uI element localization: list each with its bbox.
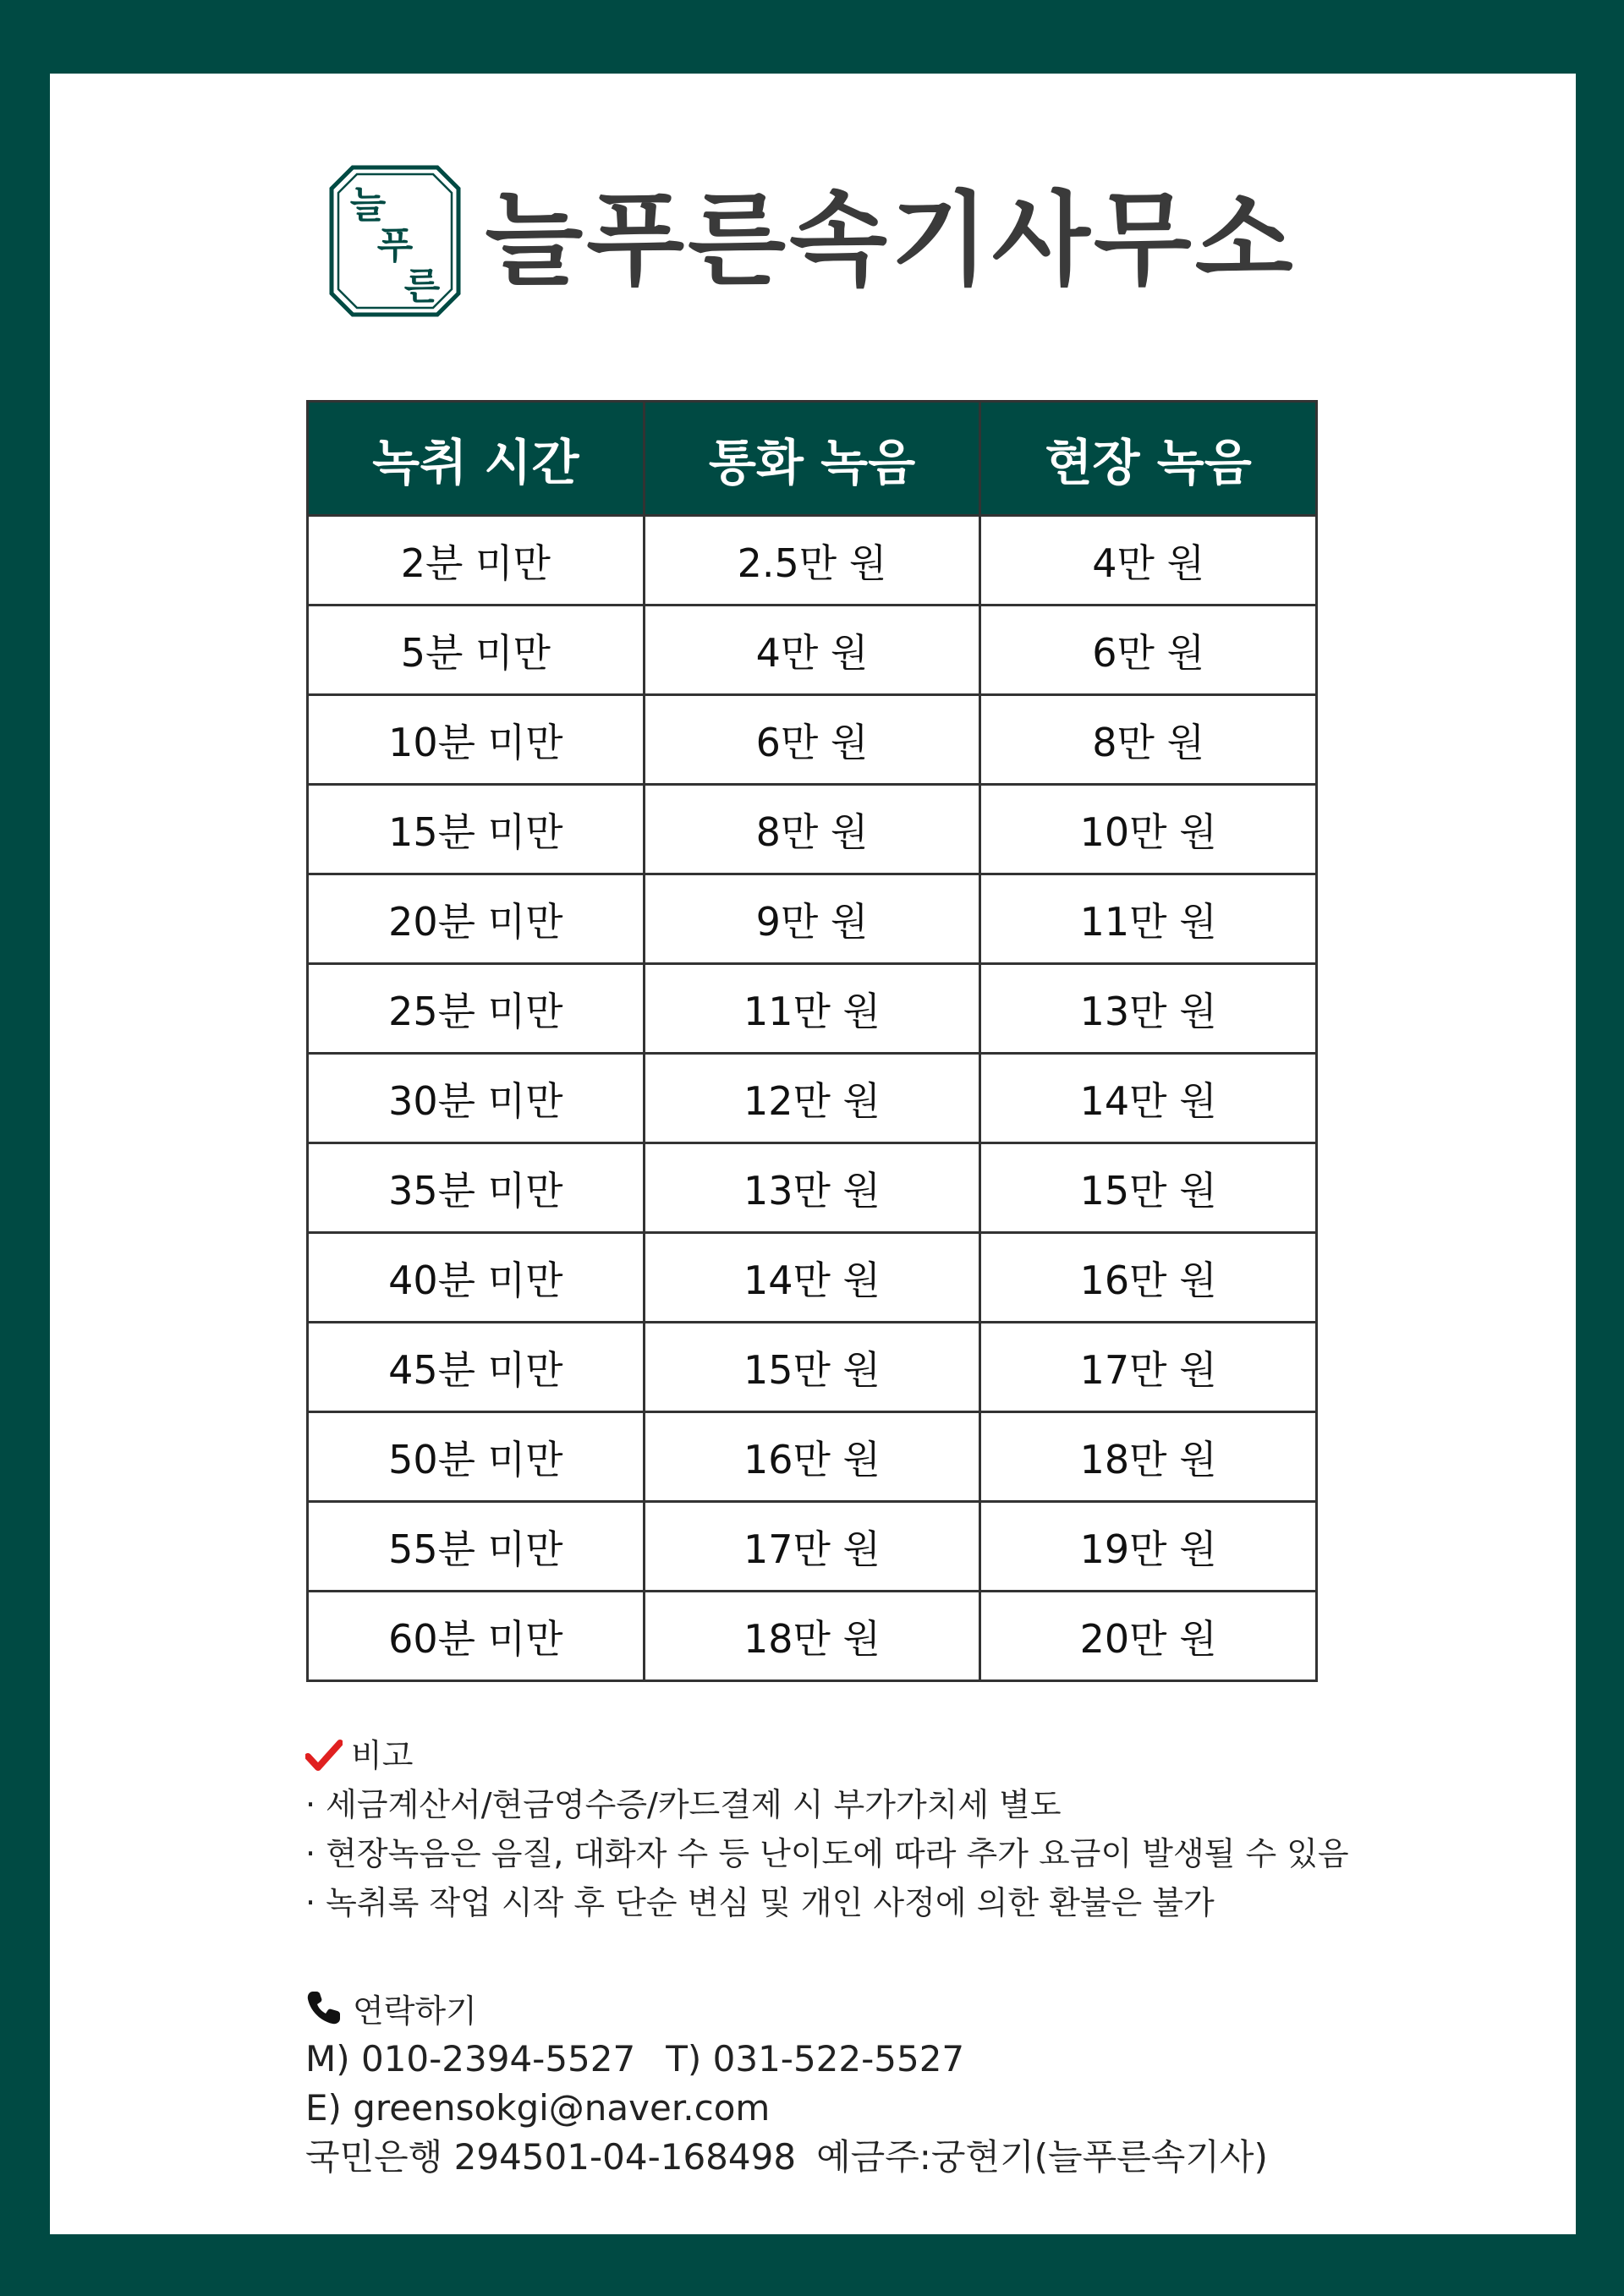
note-item: · 세금계산서/현금영수증/카드결제 시 부가가치세 별도 xyxy=(305,1786,1062,1823)
onsite-price-cell: 20만 원 xyxy=(980,1592,1317,1681)
logo-char-2: 푸 xyxy=(377,224,414,267)
logo-char-3: 른 xyxy=(404,265,441,308)
header-duration: 녹취 시간 xyxy=(308,402,645,516)
contact-heading xyxy=(305,1981,1268,2035)
onsite-price-cell: 15만 원 xyxy=(980,1143,1317,1233)
bank-account: 국민은행 294501-04-168498 xyxy=(305,2136,797,2178)
onsite-price-cell: 4만 원 xyxy=(980,516,1317,606)
note-item: · 녹취록 작업 시작 후 단순 변심 및 개인 사정에 의한 환불은 불가 xyxy=(305,1884,1215,1921)
header-phone-recording: 통화 녹음 xyxy=(644,402,980,516)
table-row xyxy=(308,1502,1317,1592)
phone-price-cell: 12만 원 xyxy=(644,1054,980,1143)
onsite-price-cell: 10만 원 xyxy=(980,785,1317,874)
company-logo xyxy=(329,165,461,317)
onsite-price-cell: 16만 원 xyxy=(980,1233,1317,1323)
price-sheet xyxy=(50,74,1576,2234)
bank-line xyxy=(305,2133,1268,2182)
notes-section xyxy=(305,1731,1349,1927)
contact-section xyxy=(305,1981,1268,2182)
contact-title: 연락하기 xyxy=(353,1992,477,2030)
onsite-price-cell: 13만 원 xyxy=(980,964,1317,1054)
table-row xyxy=(308,1233,1317,1323)
phone-price-cell: 4만 원 xyxy=(644,606,980,695)
tel-number: T) 031-522-5527 xyxy=(666,2038,965,2080)
duration-cell: 50분 미만 xyxy=(308,1412,645,1502)
phone-price-cell: 15만 원 xyxy=(644,1323,980,1412)
phone-icon xyxy=(305,1989,343,2026)
onsite-price-cell: 14만 원 xyxy=(980,1054,1317,1143)
duration-cell: 60분 미만 xyxy=(308,1592,645,1681)
duration-cell: 40분 미만 xyxy=(308,1233,645,1323)
onsite-price-cell: 19만 원 xyxy=(980,1502,1317,1592)
notes-heading xyxy=(305,1731,1349,1780)
duration-cell: 30분 미만 xyxy=(308,1054,645,1143)
onsite-price-cell: 8만 원 xyxy=(980,695,1317,785)
phone-price-cell: 2.5만 원 xyxy=(644,516,980,606)
duration-cell: 35분 미만 xyxy=(308,1143,645,1233)
table-row xyxy=(308,964,1317,1054)
check-icon xyxy=(305,1740,343,1772)
table-row xyxy=(308,516,1317,606)
phone-price-cell: 16만 원 xyxy=(644,1412,980,1502)
onsite-price-cell: 18만 원 xyxy=(980,1412,1317,1502)
phone-price-cell: 9만 원 xyxy=(644,874,980,964)
phone-price-cell: 18만 원 xyxy=(644,1592,980,1681)
account-holder: 예금주:궁현기(늘푸른속기사) xyxy=(816,2136,1268,2178)
table-row xyxy=(308,1592,1317,1681)
table-row xyxy=(308,785,1317,874)
duration-cell: 10분 미만 xyxy=(308,695,645,785)
duration-cell: 2분 미만 xyxy=(308,516,645,606)
logo-char-1: 늘 xyxy=(350,184,387,227)
duration-cell: 45분 미만 xyxy=(308,1323,645,1412)
table-row xyxy=(308,1054,1317,1143)
onsite-price-cell: 17만 원 xyxy=(980,1323,1317,1412)
header xyxy=(50,165,1576,317)
onsite-price-cell: 11만 원 xyxy=(980,874,1317,964)
company-name: 늘푸른속기사무소 xyxy=(485,182,1297,299)
table-row xyxy=(308,606,1317,695)
price-table xyxy=(306,400,1318,1682)
table-row xyxy=(308,1323,1317,1412)
duration-cell: 5분 미만 xyxy=(308,606,645,695)
table-row xyxy=(308,695,1317,785)
phone-price-cell: 13만 원 xyxy=(644,1143,980,1233)
duration-cell: 20분 미만 xyxy=(308,874,645,964)
notes-title: 비고 xyxy=(351,1737,414,1774)
note-item: · 현장녹음은 음질, 대화자 수 등 난이도에 따라 추가 요금이 발생될 수 있음 xyxy=(305,1835,1349,1872)
phone-price-cell: 6만 원 xyxy=(644,695,980,785)
phone-line xyxy=(305,2035,1268,2084)
phone-price-cell: 14만 원 xyxy=(644,1233,980,1323)
table-header-row xyxy=(308,402,1317,516)
table-row xyxy=(308,1143,1317,1233)
table-row xyxy=(308,1412,1317,1502)
table-row xyxy=(308,874,1317,964)
header-onsite-recording: 현장 녹음 xyxy=(980,402,1317,516)
phone-price-cell: 8만 원 xyxy=(644,785,980,874)
email-address: E) greensokgi@naver.com xyxy=(305,2087,771,2129)
duration-cell: 15분 미만 xyxy=(308,785,645,874)
phone-price-cell: 11만 원 xyxy=(644,964,980,1054)
phone-price-cell: 17만 원 xyxy=(644,1502,980,1592)
duration-cell: 25분 미만 xyxy=(308,964,645,1054)
duration-cell: 55분 미만 xyxy=(308,1502,645,1592)
onsite-price-cell: 6만 원 xyxy=(980,606,1317,695)
mobile-number: M) 010-2394-5527 xyxy=(305,2038,636,2080)
